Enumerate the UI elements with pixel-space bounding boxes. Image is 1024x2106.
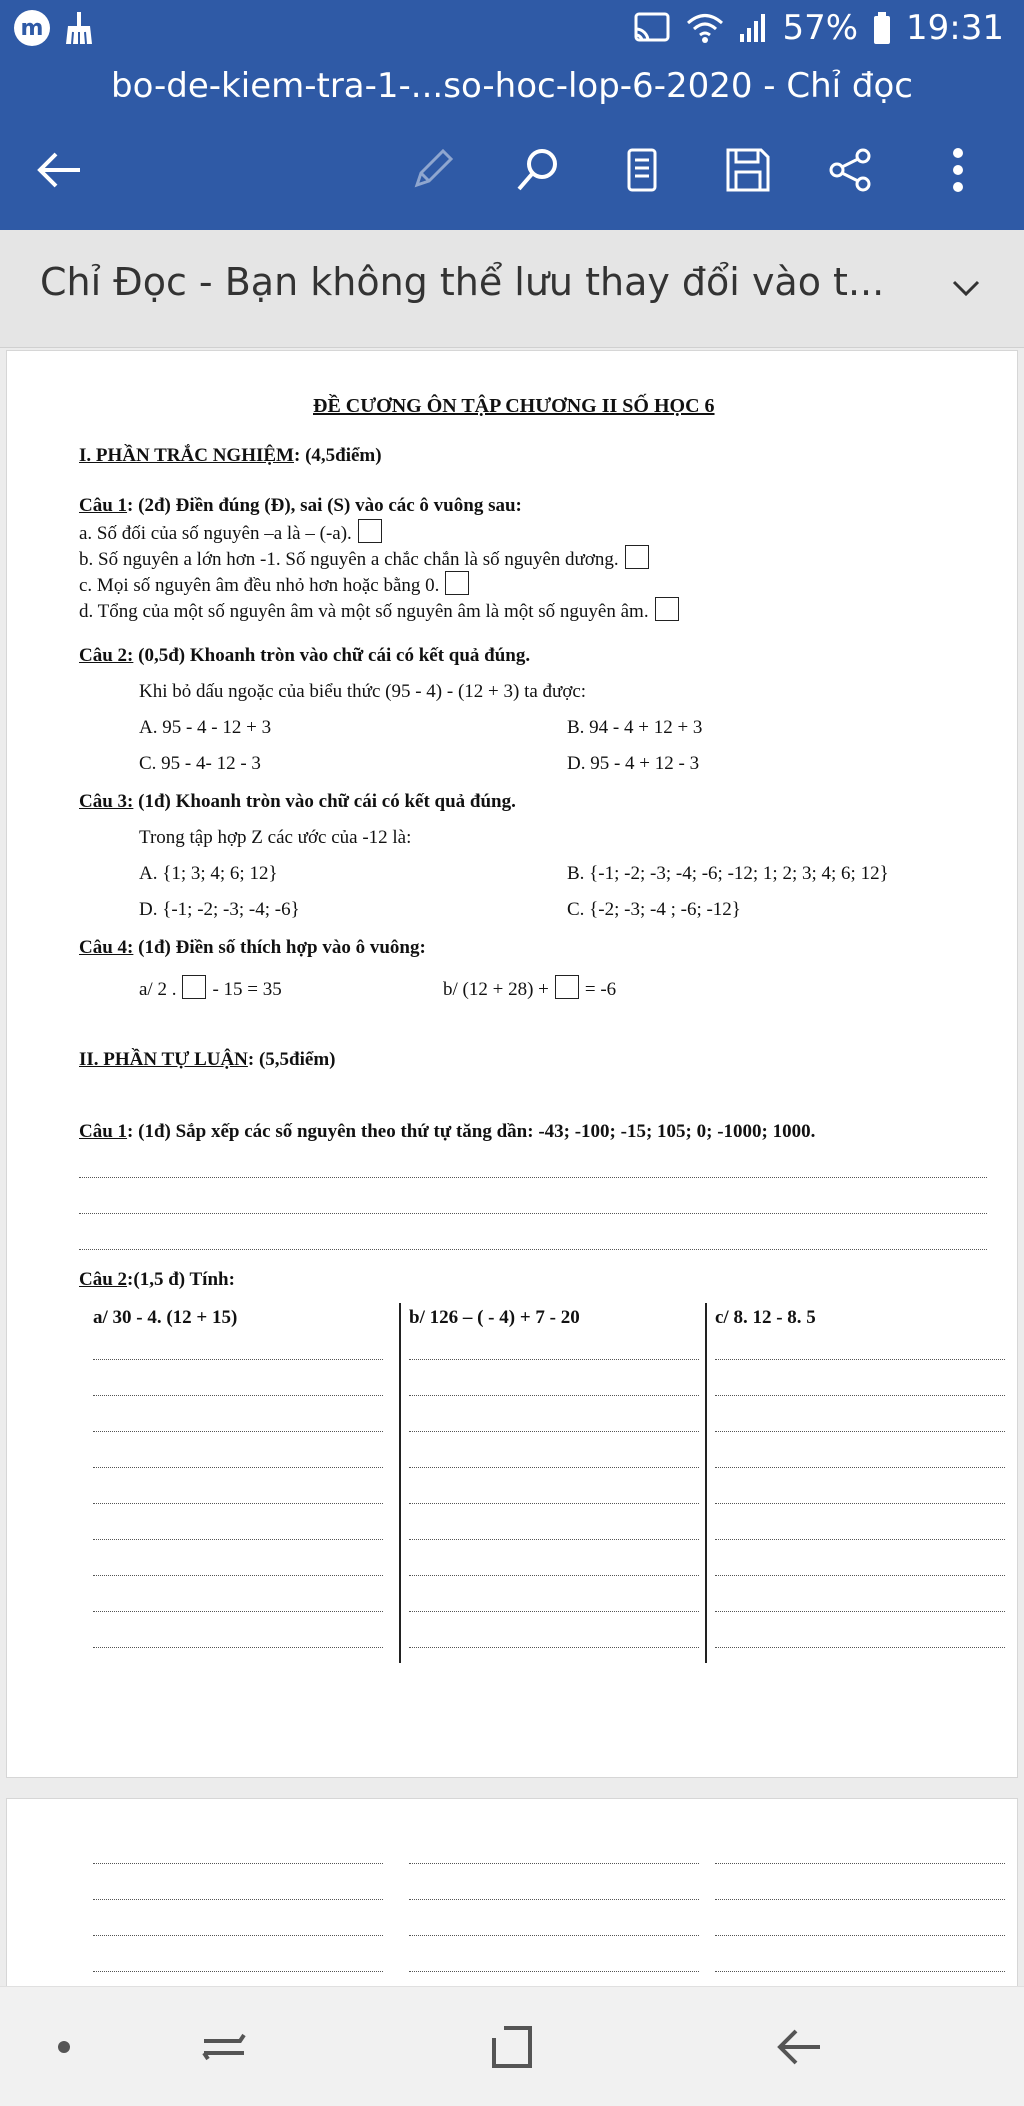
wifi-icon	[686, 12, 724, 44]
answer-line	[93, 1467, 383, 1468]
p2q2-part-b: b/ 126 – ( - 4) + 7 - 20	[409, 1307, 580, 1328]
navigation-bar	[0, 1986, 1024, 2106]
answer-line	[79, 1177, 987, 1178]
m-circle-icon: m	[14, 10, 50, 46]
answer-box[interactable]	[655, 597, 679, 621]
q3-option-c: C. {-2; -3; -4 ; -6; -12}	[567, 899, 741, 920]
column-divider	[399, 1303, 401, 1663]
q1-item-d: d. Tổng của một số nguyên âm và một số nguyên âm là một số nguyên âm.	[79, 597, 679, 623]
answer-line	[715, 1611, 1005, 1612]
document-page-1	[6, 350, 1018, 1778]
part2-heading: II. PHẦN TỰ LUẬN: (5,5điểm)	[79, 1049, 336, 1070]
more-options-icon[interactable]	[928, 140, 988, 200]
q1-heading: Câu 1: (2đ) Điền đúng (Đ), sai (S) vào các ô vuông sau:	[79, 495, 522, 516]
answer-line	[409, 1431, 699, 1432]
broom-icon	[62, 10, 96, 46]
q2-option-d: D. 95 - 4 + 12 - 3	[567, 753, 700, 774]
answer-line	[409, 1359, 699, 1360]
q2-option-b: B. 94 - 4 + 12 + 3	[567, 717, 703, 738]
q1-item-b: b. Số nguyên a lớn hơn -1. Số nguyên a chắc chắn là số nguyên dương.	[79, 545, 649, 571]
answer-box[interactable]	[182, 975, 206, 999]
document-title: bo-de-kiem-tra-1-...so-hoc-lop-6-2020 - Chỉ đọc	[111, 66, 913, 106]
answer-line	[409, 1863, 699, 1864]
q3-option-d: D. {-1; -2; -3; -4; -6}	[139, 899, 300, 920]
search-icon[interactable]	[508, 140, 568, 200]
read-only-banner[interactable]	[0, 230, 1024, 348]
answer-line	[93, 1971, 383, 1972]
answer-line	[715, 1431, 1005, 1432]
answer-line	[715, 1575, 1005, 1576]
home-icon[interactable]	[482, 2017, 542, 2077]
answer-box[interactable]	[625, 545, 649, 569]
answer-line	[715, 1395, 1005, 1396]
back-icon[interactable]	[770, 2017, 830, 2077]
pencil-edit-icon[interactable]	[402, 140, 462, 200]
answer-line	[93, 1359, 383, 1360]
answer-line	[715, 1971, 1005, 1972]
p2q2-part-a: a/ 30 - 4. (12 + 15)	[93, 1307, 238, 1328]
answer-line	[409, 1575, 699, 1576]
answer-line	[93, 1575, 383, 1576]
answer-line	[409, 1467, 699, 1468]
save-icon[interactable]	[718, 140, 778, 200]
answer-box[interactable]	[358, 519, 382, 543]
answer-line	[409, 1503, 699, 1504]
share-icon[interactable]	[820, 140, 880, 200]
signal-icon	[738, 12, 768, 44]
chevron-down-icon[interactable]	[938, 260, 994, 316]
p2q2-heading: Câu 2:(1,5 đ) Tính:	[79, 1269, 235, 1290]
back-arrow-icon[interactable]	[28, 140, 88, 200]
answer-line	[715, 1539, 1005, 1540]
clock: 19:31	[906, 8, 1004, 48]
app-bar	[0, 0, 1024, 230]
answer-line	[79, 1213, 987, 1214]
answer-line	[715, 1359, 1005, 1360]
answer-line	[93, 1395, 383, 1396]
answer-line	[715, 1863, 1005, 1864]
answer-line	[409, 1935, 699, 1936]
battery-percent: 57%	[782, 8, 859, 48]
p2q2-part-c: c/ 8. 12 - 8. 5	[715, 1307, 816, 1328]
battery-icon	[872, 11, 892, 45]
q2-prompt: Khi bỏ dấu ngoặc của biểu thức (95 - 4) - (12 + 3) ta được:	[139, 681, 587, 702]
toolbar	[0, 140, 1024, 200]
q3-option-a: A. {1; 3; 4; 6; 12}	[139, 863, 278, 884]
answer-line	[93, 1935, 383, 1936]
recent-apps-icon[interactable]	[194, 2017, 254, 2077]
answer-line	[93, 1647, 383, 1648]
q2-option-a: A. 95 - 4 - 12 + 3	[139, 717, 272, 738]
read-only-message: Chỉ Đọc - Bạn không thể lưu thay đổi vào t...	[40, 260, 885, 304]
q3-option-b: B. {-1; -2; -3; -4; -6; -12; 1; 2; 3; 4; 6; 12}	[567, 863, 889, 884]
answer-line	[715, 1503, 1005, 1504]
column-divider	[705, 1303, 707, 1663]
answer-line	[93, 1539, 383, 1540]
reading-view-icon[interactable]	[612, 140, 672, 200]
part1-heading: I. PHẦN TRẮC NGHIỆM: (4,5điểm)	[79, 445, 382, 466]
answer-line	[715, 1899, 1005, 1900]
answer-line	[79, 1249, 987, 1250]
answer-line	[93, 1863, 383, 1864]
q3-prompt: Trong tập hợp Z các ước của -12 là:	[139, 827, 412, 848]
answer-line	[409, 1971, 699, 1972]
nav-dot-icon[interactable]	[34, 2017, 94, 2077]
status-bar	[0, 0, 1024, 60]
answer-line	[409, 1395, 699, 1396]
q4-item-a: a/ 2 . - 15 = 35	[139, 975, 282, 1001]
answer-line	[715, 1467, 1005, 1468]
p2q1-heading: Câu 1: (1đ) Sắp xếp các số nguyên theo thứ tự tăng dần: -43; -100; -15; 105; 0; -1000; 1000.	[79, 1121, 816, 1142]
answer-line	[409, 1611, 699, 1612]
cast-icon	[632, 11, 672, 45]
q1-item-a: a. Số đối của số nguyên –a là – (-a).	[79, 519, 382, 545]
q2-heading: Câu 2: (0,5đ) Khoanh tròn vào chữ cái có kết quả đúng.	[79, 645, 531, 666]
answer-line	[93, 1611, 383, 1612]
answer-line	[409, 1539, 699, 1540]
answer-box[interactable]	[445, 571, 469, 595]
q1-item-c: c. Mọi số nguyên âm đều nhỏ hơn hoặc bằng 0.	[79, 571, 469, 597]
answer-line	[715, 1935, 1005, 1936]
answer-line	[93, 1503, 383, 1504]
answer-line	[715, 1647, 1005, 1648]
answer-line	[93, 1899, 383, 1900]
answer-box[interactable]	[555, 975, 579, 999]
q4-heading: Câu 4: (1đ) Điền số thích hợp vào ô vuông:	[79, 937, 426, 958]
q3-heading: Câu 3: (1đ) Khoanh tròn vào chữ cái có kết quả đúng.	[79, 791, 516, 812]
doc-heading: ĐỀ CƯƠNG ÔN TẬP CHƯƠNG II SỐ HỌC 6	[313, 395, 715, 417]
answer-line	[93, 1431, 383, 1432]
answer-line	[409, 1899, 699, 1900]
q4-item-b: b/ (12 + 28) + = -6	[443, 975, 616, 1001]
q2-option-c: C. 95 - 4- 12 - 3	[139, 753, 261, 774]
answer-line	[409, 1647, 699, 1648]
